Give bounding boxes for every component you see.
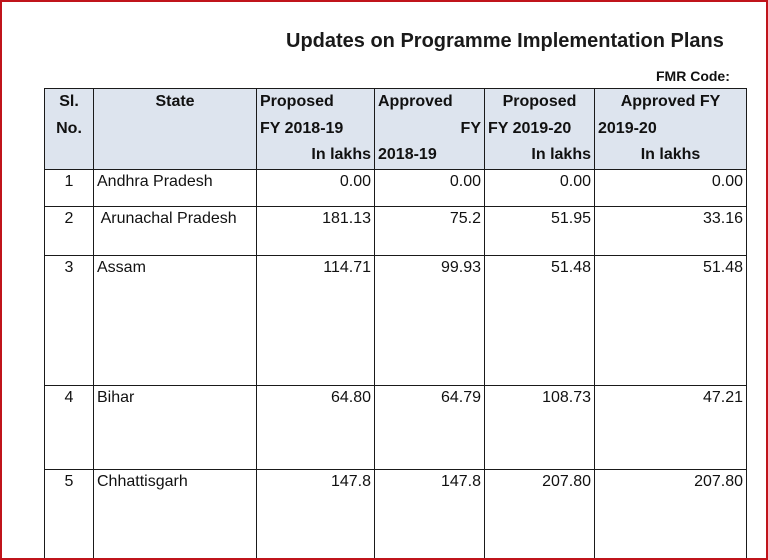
cell-approved-2019-20: 47.21 xyxy=(595,385,747,469)
header-approved-2019-20: Approved FY 2019-20 In lakhs xyxy=(595,89,747,170)
cell-approved-2018-19: 64.79 xyxy=(375,385,485,469)
cell-proposed-2018-19: 114.71 xyxy=(257,255,375,385)
pip-table xyxy=(44,88,747,560)
cell-approved-2018-19: 99.93 xyxy=(375,255,485,385)
header-sl-no: Sl. No. xyxy=(45,89,94,170)
table-row xyxy=(45,469,747,559)
cell-state: Andhra Pradesh xyxy=(94,169,257,206)
page-title: Updates on Programme Implementation Plans xyxy=(286,30,724,52)
cell-sl-no: 1 xyxy=(45,169,94,206)
cell-proposed-2018-19: 181.13 xyxy=(257,206,375,255)
header-proposed-2018-19: Proposed FY 2018-19 In lakhs xyxy=(257,89,375,170)
cell-proposed-2019-20: 0.00 xyxy=(485,169,595,206)
cell-sl-no: 5 xyxy=(45,469,94,559)
cell-approved-2018-19: 75.2 xyxy=(375,206,485,255)
cell-approved-2018-19: 147.8 xyxy=(375,469,485,559)
cell-approved-2019-20: 0.00 xyxy=(595,169,747,206)
table-row xyxy=(45,255,747,385)
cell-approved-2019-20: 33.16 xyxy=(595,206,747,255)
cell-proposed-2019-20: 207.80 xyxy=(485,469,595,559)
cell-state: Chhattisgarh xyxy=(94,469,257,559)
table-row xyxy=(45,206,747,255)
table-row xyxy=(45,169,747,206)
cell-proposed-2019-20: 51.95 xyxy=(485,206,595,255)
header-state: State xyxy=(94,89,257,170)
header-approved-2018-19: Approved FY 2018-19 xyxy=(375,89,485,170)
cell-state: Assam xyxy=(94,255,257,385)
cell-proposed-2019-20: 108.73 xyxy=(485,385,595,469)
cell-proposed-2018-19: 147.8 xyxy=(257,469,375,559)
cell-approved-2019-20: 207.80 xyxy=(595,469,747,559)
header-proposed-2019-20: Proposed FY 2019-20 In lakhs xyxy=(485,89,595,170)
cell-sl-no: 4 xyxy=(45,385,94,469)
cell-proposed-2018-19: 64.80 xyxy=(257,385,375,469)
cell-sl-no: 2 xyxy=(45,206,94,255)
fmr-code-label: FMR Code: xyxy=(656,68,730,84)
header-row xyxy=(45,89,747,170)
cell-state: Bihar xyxy=(94,385,257,469)
cell-sl-no: 3 xyxy=(45,255,94,385)
cell-approved-2018-19: 0.00 xyxy=(375,169,485,206)
table-row xyxy=(45,385,747,469)
cell-proposed-2019-20: 51.48 xyxy=(485,255,595,385)
cell-state: Arunachal Pradesh xyxy=(94,206,257,255)
cell-approved-2019-20: 51.48 xyxy=(595,255,747,385)
cell-proposed-2018-19: 0.00 xyxy=(257,169,375,206)
